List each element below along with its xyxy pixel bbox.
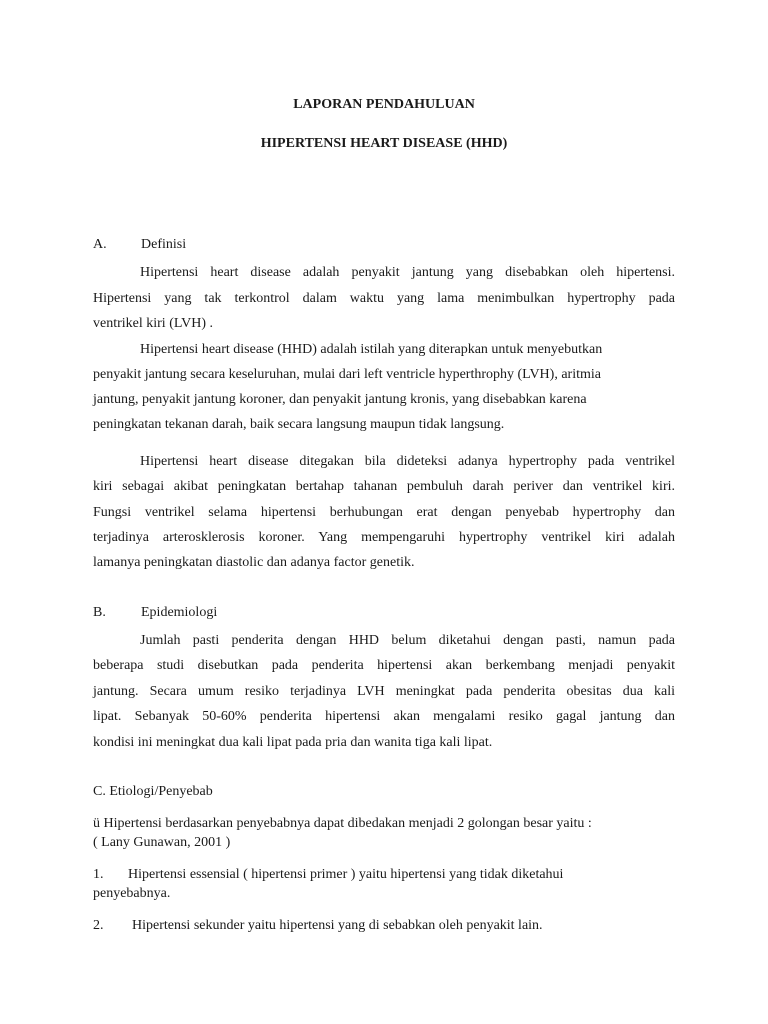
section-b-number: B. (93, 605, 106, 620)
section-a-p3-line: kiri sebagai akibat peningkatan bertahap tahanan pembuluh darah periver dan ventrikel kiri. (93, 479, 675, 494)
section-a-p3-line: Fungsi ventrikel selama hipertensi berhubungan erat dengan penyebab hypertrophy dan (93, 505, 675, 520)
section-a-number: A. (93, 237, 107, 252)
section-c-item2-text: Hipertensi sekunder yaitu hipertensi yang di sebabkan oleh penyakit lain. (132, 918, 543, 933)
section-a-p3-line: lamanya peningkatan diastolic dan adanya factor genetik. (93, 555, 415, 570)
section-c-bullet: ü Hipertensi berdasarkan penyebabnya dapat dibedakan menjadi 2 golongan besar yaitu : (93, 816, 592, 831)
section-a-p3-line: terjadinya arterosklerosis koroner. Yang mempengaruhi hypertrophy ventrikel kiri adalah (93, 530, 675, 545)
section-a-p1-line: Hipertensi yang tak terkontrol dalam waktu yang lama menimbulkan hypertrophy pada (93, 291, 675, 306)
section-b-p1-line: beberapa studi disebutkan pada penderita hipertensi akan berkembang menjadi penyakit (93, 658, 675, 673)
section-a-p2-line: peningkatan tekanan darah, baik secara langsung maupun tidak langsung. (93, 417, 505, 432)
report-title: LAPORAN PENDAHULUAN (293, 97, 475, 112)
section-a-p2-line: jantung, penyakit jantung koroner, dan penyakit jantung kronis, yang disebabkan karena (93, 392, 587, 407)
section-c-heading: C. Etiologi/Penyebab (93, 784, 213, 799)
section-b-p1-line: kondisi ini meningkat dua kali lipat pada pria dan wanita tiga kali lipat. (93, 735, 493, 750)
section-c-item2-number: 2. (93, 918, 104, 933)
section-a-p2-line: Hipertensi heart disease (HHD) adalah istilah yang diterapkan untuk menyebutkan (140, 342, 603, 357)
section-b-p1-line: jantung. Secara umum resiko terjadinya LVH meningkat pada penderita obesitas dua kali (93, 684, 675, 699)
section-a-p3-line: Hipertensi heart disease ditegakan bila dideteksi adanya hypertrophy pada ventrikel (140, 454, 675, 469)
report-subtitle: HIPERTENSI HEART DISEASE (HHD) (260, 136, 508, 151)
section-c-reference: ( Lany Gunawan, 2001 ) (93, 835, 231, 850)
section-c-item1-line: Hipertensi essensial ( hipertensi primer ) yaitu hipertensi yang tidak diketahui (128, 867, 564, 882)
section-a-heading: Definisi (141, 237, 187, 252)
section-c-item1-line: penyebabnya. (93, 886, 171, 901)
section-a-p1-line: ventrikel kiri (LVH) . (93, 316, 214, 331)
section-b-heading: Epidemiologi (141, 605, 218, 620)
section-b-p1-line: lipat. Sebanyak 50-60% penderita hipertensi akan mengalami resiko gagal jantung dan (93, 709, 675, 724)
section-a-p2-line: penyakit jantung secara keseluruhan, mulai dari left ventricle hyperthrophy (LVH), aritmia (93, 367, 601, 382)
section-b-p1-line: Jumlah pasti penderita dengan HHD belum diketahui dengan pasti, namun pada (140, 633, 675, 648)
section-c-item1-number: 1. (93, 867, 104, 882)
section-a-p1-line: Hipertensi heart disease adalah penyakit jantung yang disebabkan oleh hipertensi. (140, 265, 675, 280)
